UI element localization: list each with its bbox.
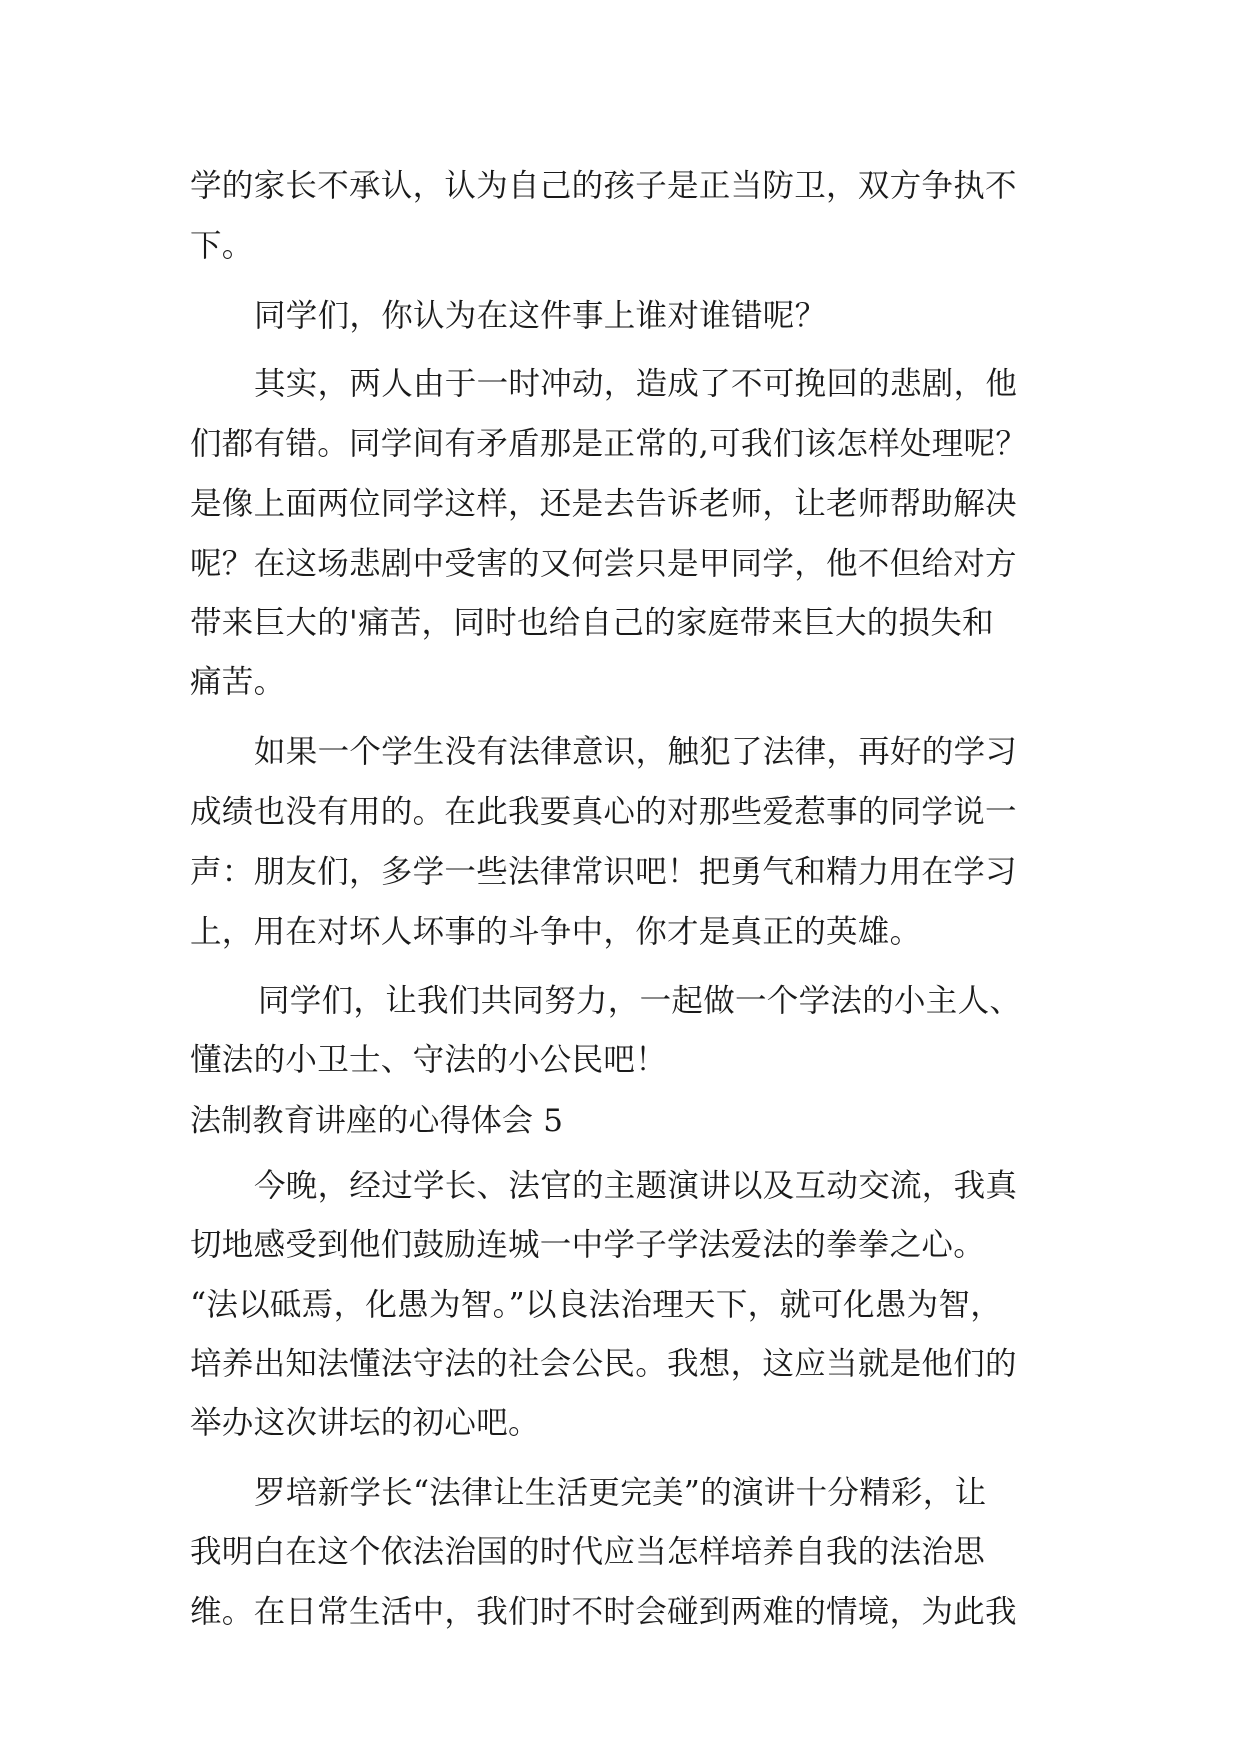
text-line: 带来巨大的'痛苦，同时也给自己的家庭带来巨大的损失和 <box>190 605 994 641</box>
text-line: 呢？在这场悲剧中受害的又何尝只是甲同学，他不但给对方 <box>190 546 1017 582</box>
text-line: 们都有错。同学间有矛盾那是正常的,可我们该怎样处理呢？ <box>190 426 1028 462</box>
text-line: 下。 <box>190 228 254 264</box>
text-line: 如果一个学生没有法律意识，触犯了法律，再好的学习 <box>254 734 1018 770</box>
text-line: 是像上面两位同学这样，还是去告诉老师，让老师帮助解决 <box>190 486 1017 522</box>
text-line: 罗培新学长“法律让生活更完美”的演讲十分精彩，让 <box>254 1475 987 1511</box>
text-line: 举办这次讲坛的初心吧。 <box>190 1405 540 1441</box>
text-line: 其实，两人由于一时冲动，造成了不可挽回的悲剧，他 <box>254 366 1018 402</box>
text-line: 培养出知法懂法守法的社会公民。我想，这应当就是他们的 <box>190 1346 1017 1382</box>
text-line: 切地感受到他们鼓励连城一中学子学法爱法的拳拳之心。 <box>190 1227 986 1263</box>
text-line: 声：朋友们，多学一些法律常识吧！把勇气和精力用在学习 <box>190 854 1017 890</box>
text-line: 维。在日常生活中，我们时不时会碰到两难的情境，为此我 <box>190 1594 1017 1630</box>
text-line: 学的家长不承认，认为自己的孩子是正当防卫，双方争执不 <box>190 168 1017 204</box>
text-line: 同学们，你认为在这件事上谁对谁错呢？ <box>254 298 827 334</box>
text-line: 今晚，经过学长、法官的主题演讲以及互动交流，我真 <box>254 1168 1018 1204</box>
text-line: “法以砥焉，化愚为智。”以良法治理天下，就可化愚为智， <box>190 1287 1003 1323</box>
text-line: 我明白在这个依法治国的时代应当怎样培养自我的法治思 <box>190 1534 986 1570</box>
text-line: 痛苦。 <box>190 664 286 700</box>
text-line: 上，用在对坏人坏事的斗争中，你才是真正的英雄。 <box>190 914 922 950</box>
text-line: 成绩也没有用的。在此我要真心的对那些爱惹事的同学说一 <box>190 794 1017 830</box>
text-line: 同学们，让我们共同努力，一起做一个学法的小主人、 <box>258 983 1022 1019</box>
section-heading: 法制教育讲座的心得体会 5 <box>190 1103 564 1139</box>
text-line: 懂法的小卫士、守法的小公民吧！ <box>190 1042 668 1078</box>
